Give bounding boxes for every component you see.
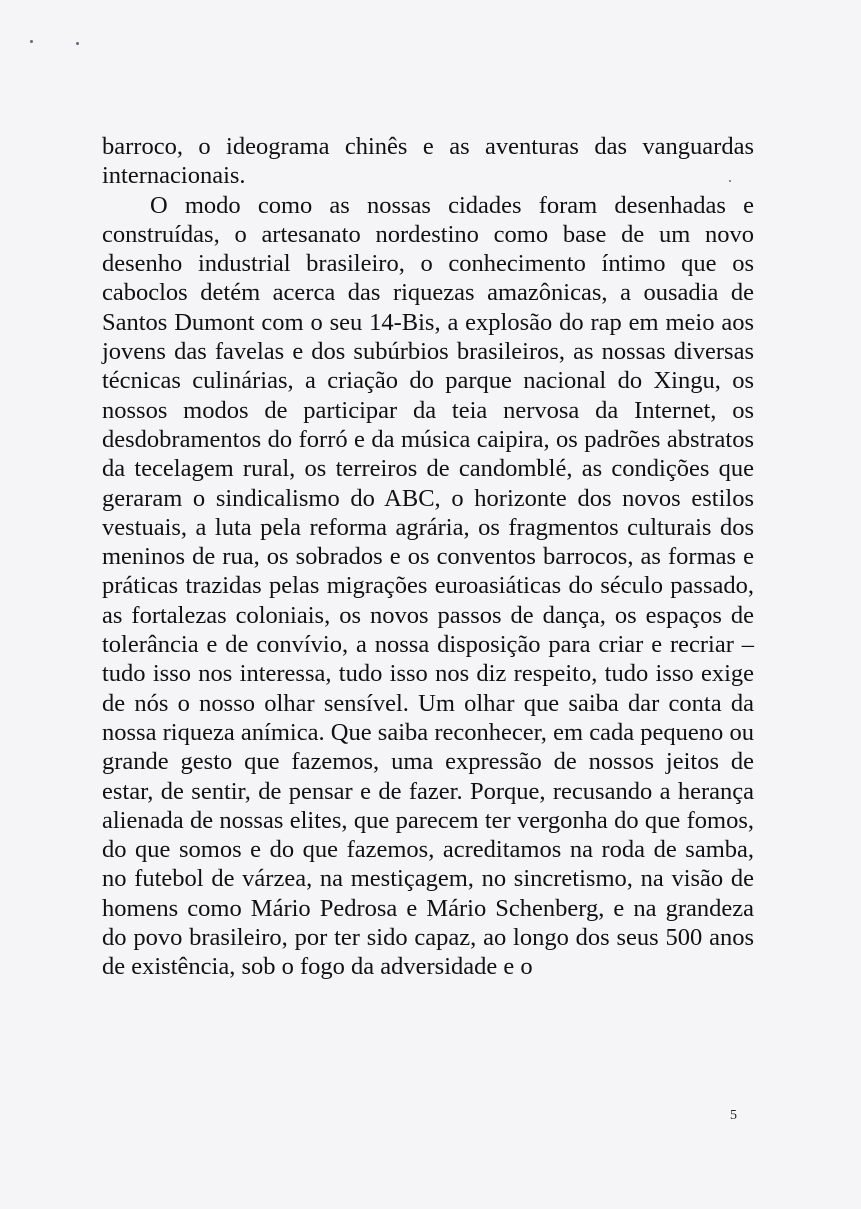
scan-speck bbox=[30, 40, 33, 43]
page-number: 5 bbox=[730, 1108, 737, 1123]
body-text bbox=[102, 132, 754, 982]
paragraph-continuation: barroco, o ideograma chinês e as aventuras das vanguardas internacionais. bbox=[102, 133, 754, 190]
scan-speck bbox=[76, 42, 79, 45]
paragraph-main: O modo como as nossas cidades foram desenhadas e construídas, o artesanato nordestino como base de um novo desenho industrial brasileiro, o conhecimento íntimo que os caboclos detém acerca das riquezas amazônicas, a ousadia de Santos Dumont com o seu 14-Bis, a explosão do rap em meio aos jovens das favelas e dos subúrbios brasileiros, as nossas diversas técnicas culinárias, a criação do parque nacional do Xingu, os nossos modos de participar da teia nervosa da Internet, os desdobramentos do forró e da música caipira, os padrões abstratos da tecelagem rural, os terreiros de candomblé, as condições que geraram o sindicalismo do ABC, o horizonte dos novos estilos vestuais, a luta pela reforma agrária, os fragmentos culturais dos meninos de rua, os sobrados e os conventos barrocos, as formas e práticas trazidas pelas migrações euroasiáticas do século passado, as fortalezas coloniais, os novos passos de dança, os espaços de tolerância e de convívio, a nossa disposição para criar e recriar – tudo isso nos interessa, tudo isso nos diz respeito, tudo isso exige de nós o nosso olhar sensível. Um olhar que saiba dar conta da nossa riqueza anímica. Que saiba reconhecer, em cada pequeno ou grande gesto que fazemos, uma expressão de nossos jeitos de estar, de sentir, de pensar e de fazer. Porque, recusando a herança alienada de nossas elites, que parecem ter vergonha do que fomos, do que somos e do que fazemos, acreditamos na roda de samba, no futebol de várzea, na mestiçagem, no sincretismo, na visão de homens como Mário Pedrosa e Mário Schenberg, e na grandeza do povo brasileiro, por ter sido capaz, ao longo dos seus 500 anos de existência, sob o fogo da adversidade e o bbox=[102, 191, 754, 981]
